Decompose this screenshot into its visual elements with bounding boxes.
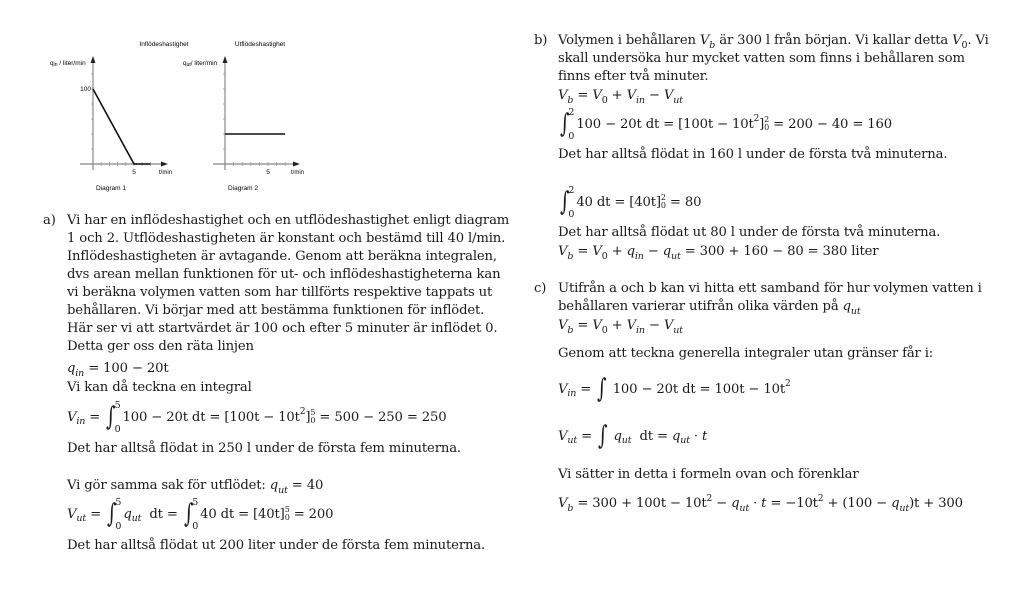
integral-sign-icon: ∫ [560,109,570,139]
b-inflow-result: Det har alltså flödat in 160 l under de första två minuterna. [558,147,948,162]
section-c-line-2: behållaren varierar utifrån olika värden på $q_{ut}$ [558,299,861,317]
diagram-1-inflow-line [93,89,150,164]
integral-sign-icon: ∫ [183,499,194,529]
paragraph-line: 1 och 2. Utflödeshastigheten är konstant och bestämd till 40 l/min. [67,231,506,246]
diagram-1 [50,41,189,192]
section-c-marker: c) [534,281,547,296]
diagram-1-x-arrow-icon [161,162,168,167]
paragraph-line: Inflödeshastigheten är avtagande. Genom att beräkna integralen, [67,249,497,264]
equation-vin-integral: V in = ∫ 5 0 100 − 20t dt = [100t − 10t 2 ] 5 0 = 500 − 250 = 250 [67,400,447,435]
integral-sign-icon: ∫ [106,402,116,432]
integral-sign-icon: ∫ [597,374,607,404]
general-integrals-intro: Genom att teckna generella integraler utan gränser får i: [558,346,934,361]
diagram-2-title: Utflödeshastighet [234,41,286,48]
diagram-2-xlabel: t/min [291,170,305,176]
diagram-1-x-tick-5: 5 [132,169,136,176]
section-b-line-3: finns efter två minuter. [558,69,709,84]
diagram-2 [183,41,304,192]
equation-c-vin: V in = ∫ 100 − 20t dt = 100t − 10t 2 [558,374,791,404]
equation-b-final: $V_b = V_0 + q_{in} - q_{ut} = 300 + 160 - 80 = 380$ liter [558,244,879,262]
diagram-1-y-tick-100: 100 [80,86,91,93]
substitute-intro: Vi sätter in detta i formeln ovan och förenklar [558,467,859,482]
integral-sign-icon: ∫ [560,187,570,217]
equation-b-inflow-integral: ∫ 2 0 100 − 20t dt = [100t − 10t 2 ] 2 0 = 200 − 40 = 160 [560,107,893,142]
paragraph-line: dvs arean mellan funktionen för ut- och inflödeshastigheterna kan [67,267,501,282]
paragraph-line: vi beräkna volymen vatten som har tillförts respektive tappats ut [67,285,493,300]
diagram-1-caption: Diagram 1 [96,185,126,192]
diagram-1-y-arrow-icon [91,56,96,63]
diagram-1-ylabel: qin / liter/min [50,60,86,68]
diagram-1-title: Inflödeshastighet [139,41,189,48]
equation-qin: $q_{in} = 100 - 20t$ [67,361,169,379]
paragraph-line: behållaren. Vi börjar med att bestämma funktionen för inflödet. [67,303,485,318]
outflow-result: Det har alltså flödat ut 200 liter under de första fem minuterna. [67,538,486,553]
paragraph-line: Detta ger oss den räta linjen [67,339,254,354]
equation-c-vut: V ut = ∫ q ut dt = q ut · t [558,421,708,451]
section-c-line-1: Utifrån a och b kan vi hitta ett samband för hur volymen vatten i [558,281,982,296]
diagram-1-xlabel: t/min [159,170,173,176]
equation-c-final: $V_b = 300 + 100t - 10t^2 - q_{ut} \cdot t = -10t^2 + (100 - q_{ut})t + 300$ [558,494,963,514]
diagram-2-y-arrow-icon [223,56,228,63]
section-a-marker: a) [43,213,56,228]
diagram-2-caption: Diagram 2 [228,185,258,192]
outflow-intro: Vi gör samma sak för utflödet: $q_{ut} = 40$ [67,478,324,496]
b-outflow-result: Det har alltså flödat ut 80 l under de första två minuterna. [558,225,941,240]
integral-sign-icon: ∫ [598,421,608,451]
diagram-2-ylabel: qut/ liter/min [183,60,218,68]
integral-intro: Vi kan då teckna en integral [67,380,252,395]
flow-diagrams [40,30,330,200]
diagram-2-x-arrow-icon [293,162,300,167]
paragraph-line: Här ser vi att startvärdet är 100 och efter 5 minuter är inflödet 0. [67,321,498,336]
integral-sign-icon: ∫ [107,499,117,529]
equation-vb-definition: $V_b = V_0 + V_{in} - V_{ut}$ [558,88,683,106]
equation-b-outflow-integral: ∫ 2 0 40 dt = [40t] 2 0 = 80 [560,185,702,220]
paragraph-line: Vi har en inflödeshastighet och en utflödeshastighet enligt diagram [67,213,510,228]
section-b-line-2: skall undersöka hur mycket vatten som finns i behållaren som [558,51,965,66]
section-b-marker: b) [534,33,548,48]
inflow-result: Det har alltså flödat in 250 l under de första fem minuterna. [67,441,461,456]
section-a-paragraph [67,212,509,356]
equation-c-vb-definition: $V_b = V_0 + V_{in} - V_{ut}$ [558,318,683,336]
section-b-line-1: Volymen i behållaren $V_b$ är 300 l från början. Vi kallar detta $V_0$. Vi [558,33,989,51]
equation-vut-integral: V ut = ∫ 5 0 q ut dt = ∫ 5 0 40 dt = [40t] 5 0 = 200 [67,497,334,532]
diagram-2-x-tick-5: 5 [266,169,270,176]
